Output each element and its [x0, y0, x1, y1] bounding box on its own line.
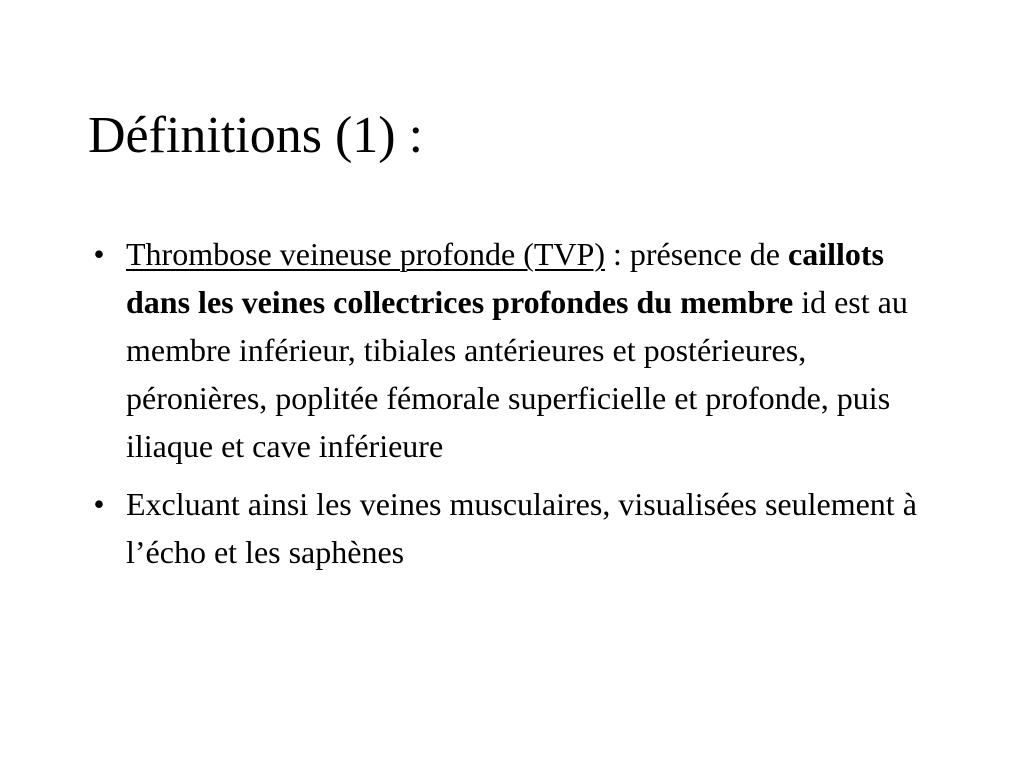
bullet-item-tvp-definition	[84, 230, 944, 470]
tvp-bold-text: caillots dans les veines collectrices profondes du membre	[126, 236, 884, 320]
bullet-dot-icon: •	[93, 486, 105, 522]
bullet-item-exclusion	[84, 480, 944, 576]
tvp-rest-text: id est au membre inférieur, tibiales antérieures et postérieures, péronières, poplitée fémorale superficielle et profonde, puis iliaque et cave inférieure	[126, 284, 908, 464]
bullet-dot-icon: •	[93, 236, 105, 272]
tvp-lead-text: : présence de	[604, 236, 788, 272]
bullet-list	[84, 230, 944, 586]
exclusion-text: Excluant ainsi les veines musculaires, visualisées seulement à l’écho et les saphènes	[126, 486, 917, 570]
slide-title: Définitions (1) :	[88, 107, 424, 164]
term-tvp: Thrombose veineuse profonde (TVP)	[126, 236, 605, 272]
